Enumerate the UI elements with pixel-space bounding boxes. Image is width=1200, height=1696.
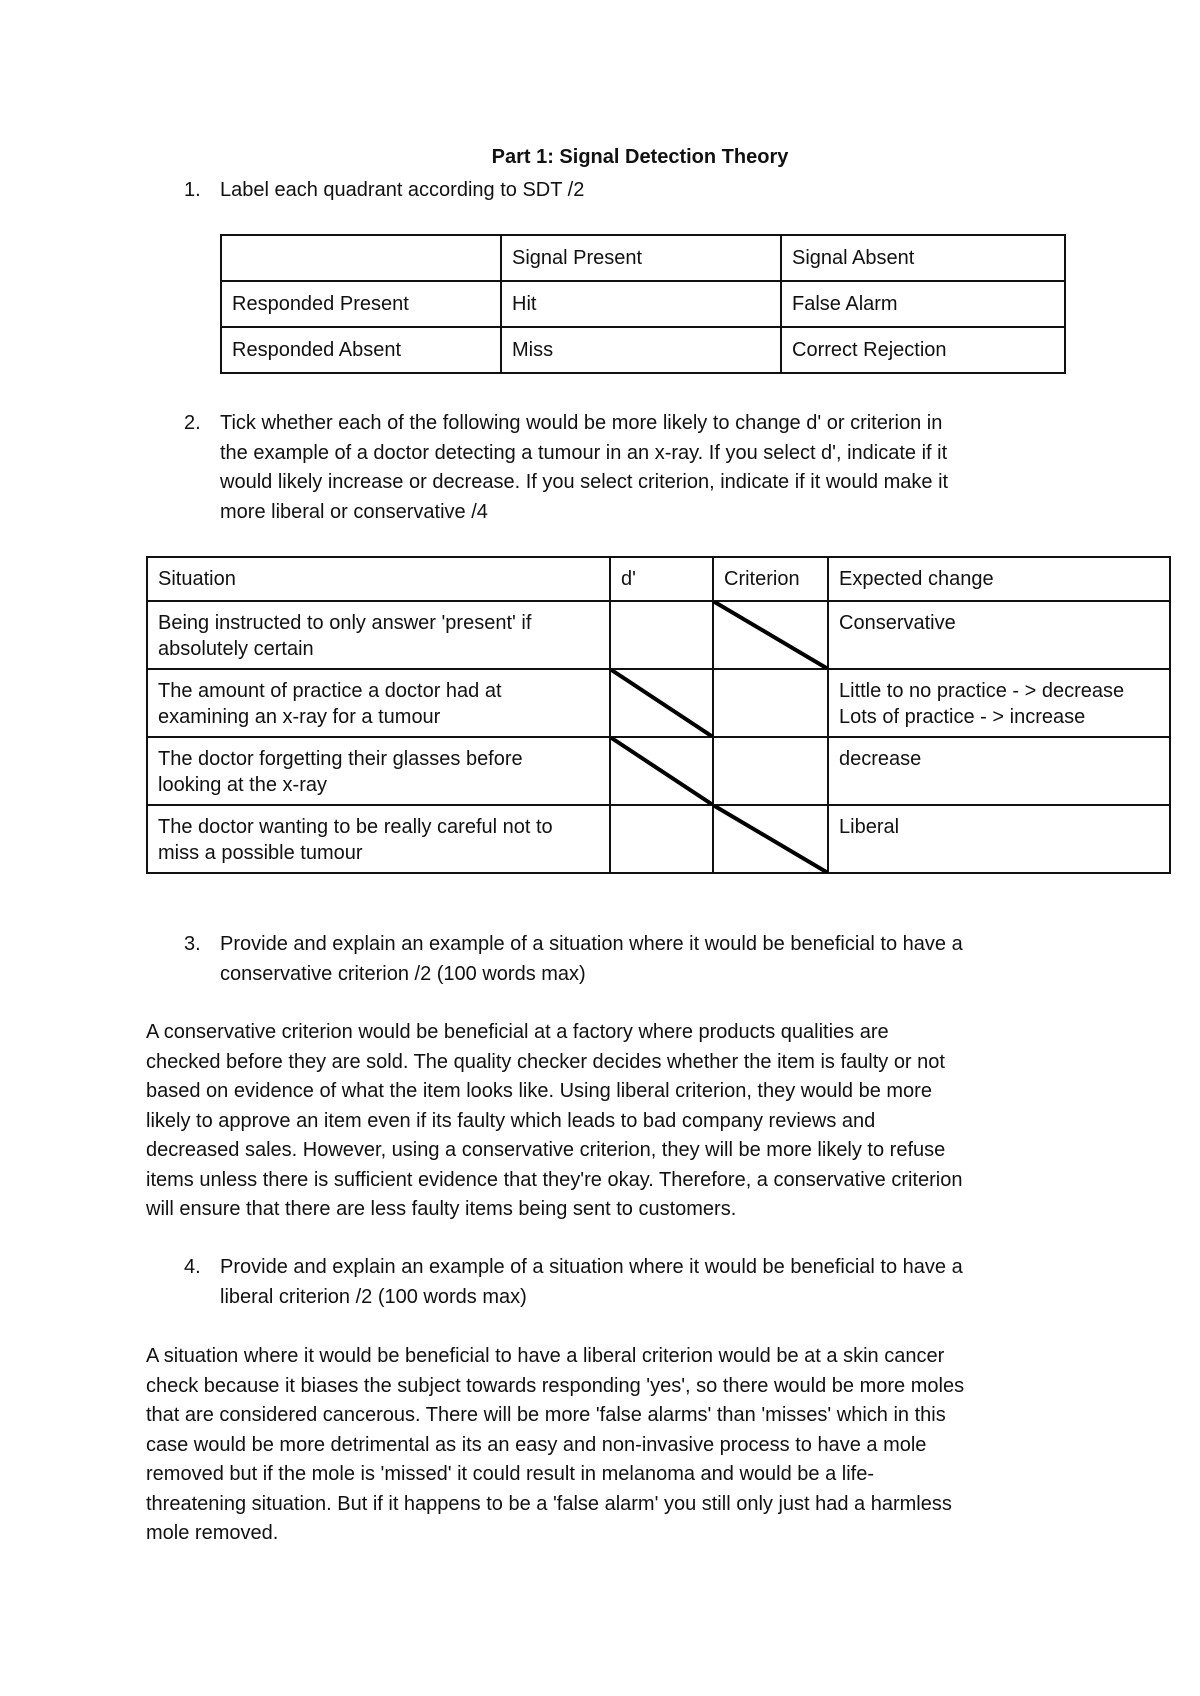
dprime-criterion-table — [146, 556, 1171, 874]
text-line: liberal criterion /2 (100 words max) — [220, 1285, 527, 1308]
situation-cell: The amount of practice a doctor had at examining an x-ray for a tumour — [147, 669, 610, 737]
header-expected-change: Expected change — [828, 557, 1170, 601]
text-line: that are considered cancerous. There will be more 'false alarms' than 'misses' which in this — [146, 1404, 946, 1426]
text-line: Provide and explain an example of a situation where it would be beneficial to have a — [220, 933, 963, 955]
criterion-cell[interactable] — [713, 805, 828, 873]
table-row — [221, 327, 1065, 373]
table-cell — [221, 235, 501, 281]
question-3 — [184, 930, 1084, 989]
text-line: checked before they are sold. The quality checker decides whether the item is faulty or not — [146, 1050, 945, 1073]
question-number: 2. — [184, 412, 201, 434]
text-line: decreased sales. However, using a conservative criterion, they will be more likely to refuse — [146, 1139, 946, 1161]
text-line: conservative criterion /2 (100 words max) — [220, 962, 586, 985]
text-line: would likely increase or decrease. If you select criterion, indicate if it would make it — [220, 471, 949, 493]
change-cell: Conservative — [828, 601, 1170, 669]
table-header-row — [147, 557, 1170, 601]
text-line: threatening situation. But if it happens to be a 'false alarm' you still only just had a harmless — [146, 1492, 952, 1515]
situation-cell: The doctor forgetting their glasses before looking at the x-ray — [147, 737, 610, 805]
table-cell: Responded Absent — [221, 327, 501, 373]
tick-mark-icon — [610, 669, 713, 737]
question-2 — [184, 409, 1084, 527]
answer-4 — [146, 1342, 1086, 1549]
dprime-cell[interactable] — [610, 805, 713, 873]
question-4 — [184, 1253, 1084, 1312]
text-line: Provide and explain an example of a situation where it would be beneficial to have a — [220, 1256, 963, 1278]
text-line: check because it biases the subject towards responding 'yes', so there would be more moles — [146, 1374, 965, 1397]
table-cell: False Alarm — [781, 281, 1065, 327]
text-line: case would be more detrimental as its an easy and non-invasive process to have a mole — [146, 1433, 927, 1456]
question-text — [220, 1253, 1084, 1312]
tick-mark-icon — [610, 737, 713, 805]
dprime-cell[interactable] — [610, 669, 713, 737]
sdt-quadrant-table — [220, 234, 1066, 374]
table-header-row — [221, 235, 1065, 281]
dprime-cell[interactable] — [610, 737, 713, 805]
table-row — [147, 669, 1170, 737]
text-line: more liberal or conservative /4 — [220, 500, 488, 523]
criterion-cell[interactable] — [713, 669, 828, 737]
text-line: A situation where it would be beneficial to have a liberal criterion would be at a skin cancer — [146, 1345, 945, 1367]
table-row — [147, 805, 1170, 873]
text-line: A conservative criterion would be beneficial at a factory where products qualities are — [146, 1021, 889, 1043]
text-line: likely to approve an item even if its faulty which leads to bad company reviews and — [146, 1109, 876, 1132]
change-cell: Little to no practice - > decrease Lots of practice - > increase — [828, 669, 1170, 737]
text-line: based on evidence of what the item looks like. Using liberal criterion, they would be more — [146, 1080, 932, 1102]
situation-cell: Being instructed to only answer 'present' if absolutely certain — [147, 601, 610, 669]
page-title: Part 1: Signal Detection Theory — [491, 146, 789, 168]
question-text — [220, 930, 1084, 989]
table-row — [147, 601, 1170, 669]
table-cell: Hit — [501, 281, 781, 327]
question-1 — [184, 176, 1084, 206]
tick-mark-icon — [713, 601, 828, 669]
header-situation: Situation — [147, 557, 610, 601]
tick-mark-icon — [713, 805, 828, 873]
table-cell: Signal Absent — [781, 235, 1065, 281]
question-text: Label each quadrant according to SDT /2 — [220, 179, 585, 201]
text-line: items unless there is sufficient evidence that they're okay. Therefore, a conservative criterion — [146, 1168, 963, 1191]
table-cell: Signal Present — [501, 235, 781, 281]
criterion-cell[interactable] — [713, 601, 828, 669]
table-cell: Responded Present — [221, 281, 501, 327]
text-line: the example of a doctor detecting a tumour in an x-ray. If you select d', indicate if it — [220, 441, 948, 464]
change-cell: Liberal — [828, 805, 1170, 873]
change-cell: decrease — [828, 737, 1170, 805]
header-criterion: Criterion — [713, 557, 828, 601]
table-row — [221, 281, 1065, 327]
question-number: 4. — [184, 1256, 201, 1278]
text-line: Tick whether each of the following would be more likely to change d' or criterion in — [220, 412, 943, 434]
text-line: will ensure that there are less faulty items being sent to customers. — [146, 1198, 737, 1220]
table-cell: Correct Rejection — [781, 327, 1065, 373]
header-dprime: d' — [610, 557, 713, 601]
dprime-cell[interactable] — [610, 601, 713, 669]
situation-cell: The doctor wanting to be really careful not to miss a possible tumour — [147, 805, 610, 873]
answer-3 — [146, 1018, 1086, 1225]
table-row — [147, 737, 1170, 805]
table-cell: Miss — [501, 327, 781, 373]
text-line: removed but if the mole is 'missed' it could result in melanoma and would be a life- — [146, 1463, 874, 1485]
criterion-cell[interactable] — [713, 737, 828, 805]
question-text — [220, 409, 1084, 527]
question-number: 1. — [184, 179, 201, 201]
text-line: mole removed. — [146, 1522, 279, 1544]
question-number: 3. — [184, 933, 201, 955]
